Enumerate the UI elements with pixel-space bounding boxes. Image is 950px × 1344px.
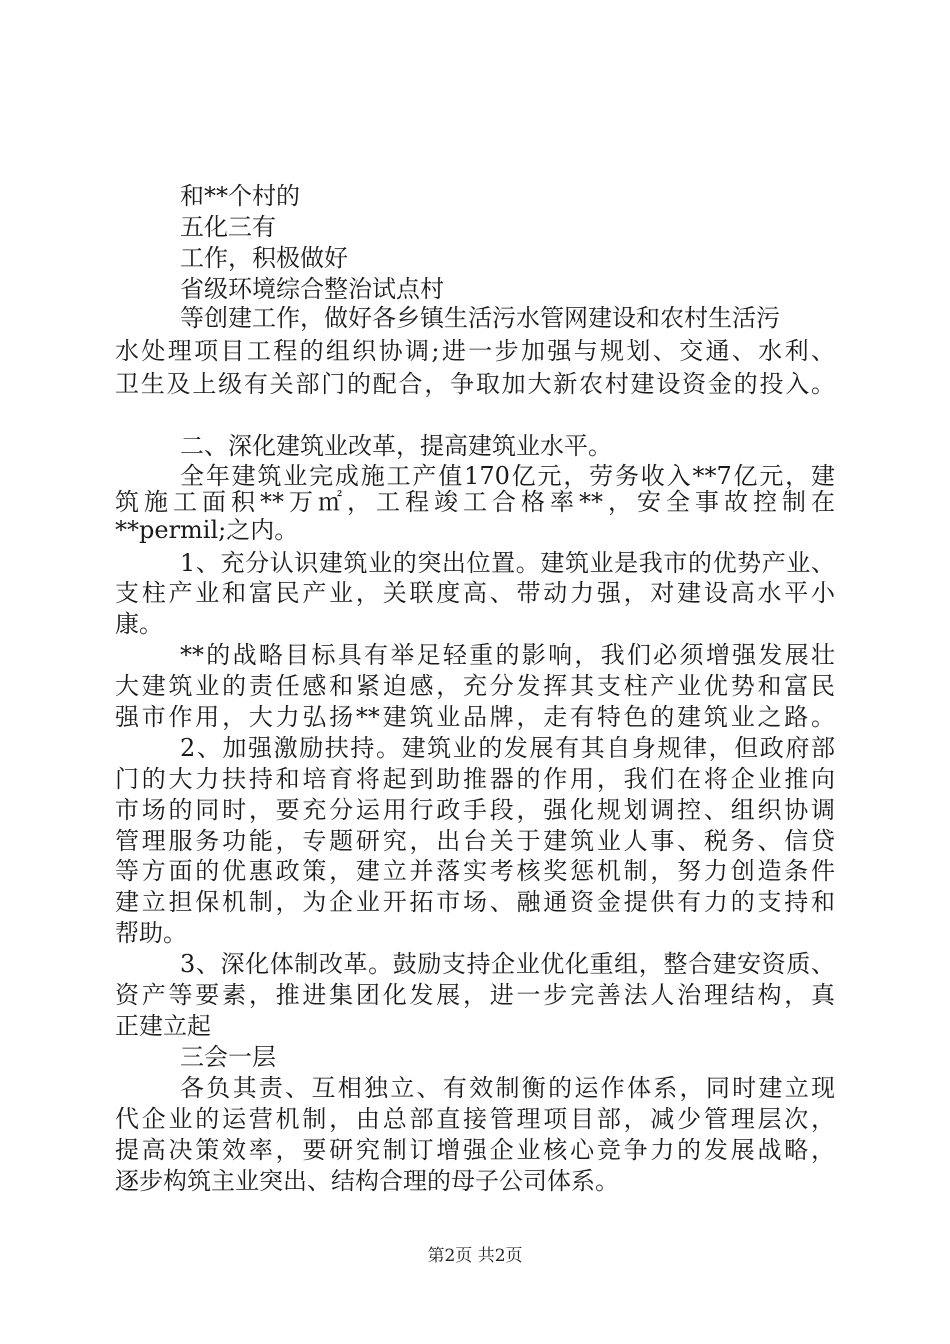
text-line: 大建筑业的责任感和紧迫感，充分发挥其支柱产业优势和富民 bbox=[115, 672, 835, 700]
text-line: 建立担保机制，为企业开拓市场、融通资金提供有力的支持和 bbox=[115, 888, 835, 916]
text-line: 和**个村的 bbox=[180, 182, 300, 210]
text-line: 筑施工面积**万㎡，工程竣工合格率**，安全事故控制在 bbox=[115, 488, 835, 516]
text-line: **的战略目标具有举足轻重的影响，我们必须增强发展壮 bbox=[180, 641, 835, 669]
text-line: 等创建工作，做好各乡镇生活污水管网建设和农村生活污 bbox=[180, 304, 780, 332]
text-line: 门的大力扶持和培育将起到助推器的作用，我们在将企业推向 bbox=[115, 765, 835, 793]
page-footer: 第2页 共2页 bbox=[427, 1246, 523, 1266]
text-line: 资产等要素，推进集团化发展，进一步完善法人治理结构，真 bbox=[115, 981, 835, 1009]
text-line: **permil;之内。 bbox=[115, 516, 299, 544]
text-line: 五化三有 bbox=[180, 213, 276, 241]
text-line: 3、深化体制改革。鼓励支持企业优化重组，整合建安资质、 bbox=[180, 950, 835, 978]
text-line: 管理服务功能，专题研究，出台关于建筑业人事、税务、信贷 bbox=[115, 827, 835, 855]
text-line: 全年建筑业完成施工产值170亿元，劳务收入**7亿元，建 bbox=[180, 462, 835, 490]
text-line: 2、加强激励扶持。建筑业的发展有其自身规律，但政府部 bbox=[180, 734, 835, 762]
text-line: 1、充分认识建筑业的突出位置。建筑业是我市的优势产业、 bbox=[180, 549, 835, 577]
text-line: 各负其责、互相独立、有效制衡的运作体系，同时建立现 bbox=[180, 1074, 835, 1102]
text-line: 支柱产业和富民产业，关联度高、带动力强，对建设高水平小 bbox=[115, 579, 835, 607]
text-line: 水处理项目工程的组织协调;进一步加强与规划、交通、水利、 bbox=[115, 337, 835, 365]
section-heading: 二、深化建筑业改革，提高建筑业水平。 bbox=[180, 432, 612, 460]
text-line: 卫生及上级有关部门的配合，争取加大新农村建设资金的投入。 bbox=[115, 370, 835, 398]
text-line: 帮助。 bbox=[115, 919, 187, 947]
text-line: 正建立起 bbox=[115, 1012, 211, 1040]
text-line: 逐步构筑主业突出、结构合理的母子公司体系。 bbox=[115, 1167, 619, 1195]
text-line: 提高决策效率，要研究制订增强企业核心竞争力的发展战略， bbox=[115, 1136, 835, 1164]
text-line: 强市作用，大力弘扬**建筑业品牌，走有特色的建筑业之路。 bbox=[115, 703, 835, 731]
text-line: 市场的同时，要充分运用行政手段，强化规划调控、组织协调 bbox=[115, 796, 835, 824]
text-line: 工作，积极做好 bbox=[180, 244, 348, 272]
text-line: 代企业的运营机制，由总部直接管理项目部，减少管理层次， bbox=[115, 1105, 835, 1133]
text-line: 省级环境综合整治试点村 bbox=[180, 275, 444, 303]
text-line: 等方面的优惠政策，建立并落实考核奖惩机制，努力创造条件 bbox=[115, 857, 835, 885]
text-line: 康。 bbox=[115, 610, 163, 638]
text-line: 三会一层 bbox=[180, 1043, 276, 1071]
